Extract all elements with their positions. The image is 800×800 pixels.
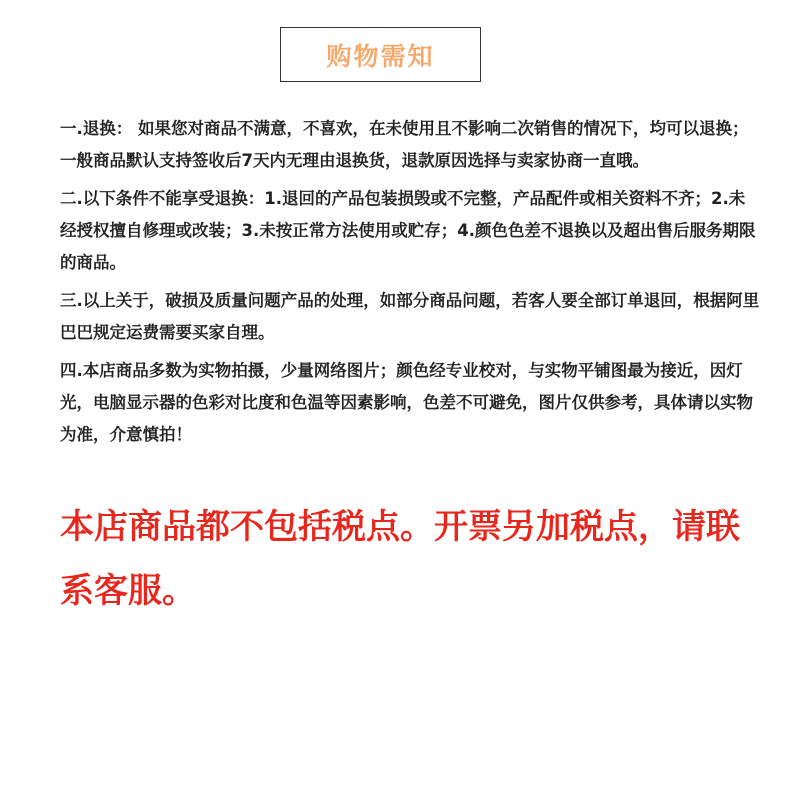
tax-warning: 本店商品都不包括税点。开票另加税点，请联系客服。 (60, 507, 740, 611)
title-box (280, 27, 481, 82)
notice-damage-handling: 三.以上关于，破损及质量问题产品的处理，如部分商品问题，若客人要全部订单退回，根据阿里巴巴规定运费需要买家自理。 (60, 291, 760, 342)
notice-return-policy: 一.退换： 如果您对商品不满意，不喜欢，在未使用且不影响二次销售的情况下，均可以退换；一般商品默认支持签收后7天内无理由退换货，退款原因选择与卖家协商一直哦。 (60, 119, 749, 170)
page-title: 购物需知 (326, 41, 435, 71)
notice-list (60, 113, 760, 457)
notice-photo-disclaimer: 四.本店商品多数为实物拍摄，少量网络图片；颜色经专业校对，与实物平铺图最为接近，因灯光，电脑显示器的色彩对比度和色温等因素影响，色差不可避免，图片仅供参考，具体请以实物为准，介意慎拍！ (60, 361, 753, 444)
notice-no-return-conditions: 二.以下条件不能享受退换：1.退回的产品包装损毁或不完整，产品配件或相关资料不齐；2.未经授权擅自修理或改装；3.未按正常方法使用或贮存；4.颜色色差不退换以及超出售后服务期限的商品。 (60, 189, 756, 272)
